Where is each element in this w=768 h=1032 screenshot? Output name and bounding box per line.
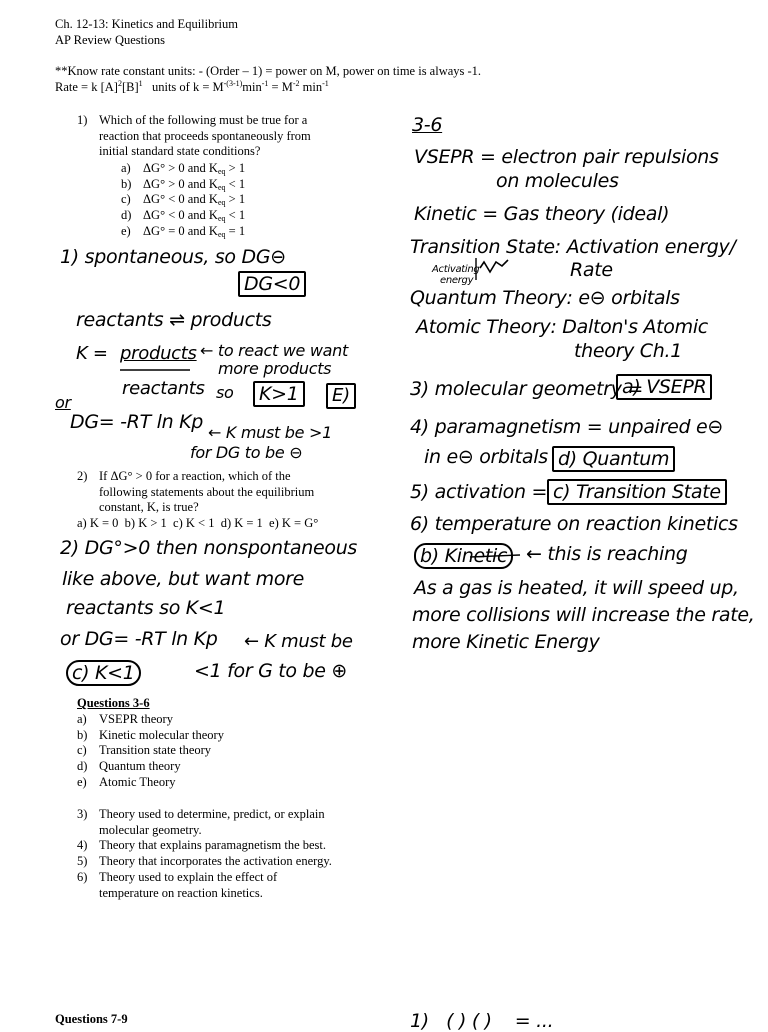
handwritten-energy: energy [440, 275, 474, 286]
handwritten-answer-4-box: d) Quantum [552, 446, 675, 472]
rate-units-min2: min [299, 80, 323, 94]
choice-text: Atomic Theory [99, 774, 176, 789]
question-text: If ΔG° > 0 for a reaction, which of the [99, 469, 291, 483]
handwritten-bottom-partial: 1) ( ) ( ) = ... [410, 1010, 554, 1032]
question-text: reaction that proceeds spontaneously from [99, 128, 311, 143]
option-sub: eq [217, 229, 226, 239]
rate-units-eq: = M [268, 80, 293, 94]
handwritten-q1-k-so: so [216, 383, 234, 402]
handwritten-answer-6-box: b) Kinetic [414, 543, 513, 569]
option-text: ΔG° < 0 and K [143, 192, 218, 207]
rate-law-prefix: Rate = k [A] [55, 80, 118, 94]
question-2 [77, 469, 314, 516]
handwritten-transition-2: Rate [570, 259, 613, 281]
question-1 [77, 113, 311, 160]
choice-text: Transition state theory [99, 743, 212, 758]
question-text: constant, K, is true? [99, 500, 199, 515]
document-title: Ch. 12-13: Kinetics and Equilibrium [55, 17, 238, 31]
handwritten-q2-line5: <1 for G to be ⊕ [194, 660, 347, 682]
question-number: 2) [77, 469, 88, 483]
choice-label: c) [77, 743, 87, 758]
choice-c [77, 743, 224, 759]
handwritten-vsepr-1: VSEPR = electron pair repulsions [414, 146, 719, 168]
rate-exp-b: 1 [138, 79, 143, 88]
option-text: < 1 [225, 176, 246, 191]
option-label: e) [121, 223, 131, 238]
handwritten-answer-4b: in e⊖ orbitals [424, 446, 548, 468]
handwritten-atomic-2: theory Ch.1 [574, 340, 683, 362]
rate-law-mid: [B] [121, 80, 139, 94]
choice-b [77, 728, 224, 744]
section-title-7-9: Questions 7-9 [55, 1012, 128, 1026]
option-text: > 1 [225, 192, 246, 207]
handwritten-atomic-1: Atomic Theory: Dalton's Atomic [416, 316, 708, 338]
handwritten-answer-5-box: c) Transition State [547, 479, 727, 505]
choice-d [77, 759, 224, 775]
handwritten-transition-1: Transition State: Activation energy/ [410, 236, 736, 258]
option-text: ΔG° = 0 and K [143, 223, 218, 238]
handwritten-q2-box-answer: c) K<1 [66, 660, 141, 686]
option-text: ΔG° < 0 and K [143, 208, 218, 223]
choice-text: VSEPR theory [99, 712, 173, 726]
handwritten-q2-line4: or DG= -RT ln Kp [60, 628, 218, 650]
choice-e [77, 775, 224, 791]
rate-law-line [55, 80, 329, 96]
handwritten-q2-line1: 2) DG°>0 then nonspontaneous [60, 537, 358, 559]
option-sub: eq [217, 182, 226, 192]
energy-curve-sketch [480, 260, 508, 272]
option-text: ΔG° > 0 and K [143, 176, 218, 191]
option-d [121, 208, 245, 224]
handwritten-q1-k-for: for DG to be ⊖ [190, 443, 303, 462]
option-sub: eq [217, 214, 226, 224]
choice-label: d) [77, 759, 88, 774]
choice-a [77, 712, 224, 728]
document-subtitle: AP Review Questions [55, 33, 165, 47]
question-text: following statements about the equilibrium [99, 484, 315, 499]
handwritten-q2-line2: like above, but want more [62, 568, 305, 590]
rate-units-exp1: -(3-1) [223, 79, 243, 88]
question-1-options [121, 161, 245, 240]
question-text: temperature on reaction kinetics. [99, 885, 263, 900]
handwritten-q2-k-must: ← K must be [244, 631, 353, 652]
handwritten-answer-5: 5) activation = [410, 481, 548, 503]
option-c [121, 192, 245, 208]
choice-label: b) [77, 727, 88, 742]
option-text: ΔG° > 0 and K [143, 161, 218, 175]
option-sub: eq [217, 167, 226, 176]
rate-exp-a: 2 [117, 79, 122, 88]
question-number: 4) [77, 838, 88, 853]
rate-units-min1: min [242, 80, 262, 94]
handwritten-q1-k-more: more products [218, 359, 332, 378]
question-5 [77, 854, 332, 870]
handwritten-answer-3-box: a) VSEPR [616, 374, 712, 400]
handwritten-gas-3: more Kinetic Energy [412, 631, 600, 653]
choices-3-6 [77, 712, 224, 791]
question-text: initial standard state conditions? [99, 144, 261, 159]
handwritten-q1-k-reactants: reactants [122, 378, 205, 399]
handwritten-activating: Activating [432, 264, 480, 275]
handwritten-vsepr-2: on molecules [496, 170, 619, 192]
handwritten-answer-4: 4) paramagnetism = unpaired e⊖ [410, 416, 724, 438]
handwritten-q1-k-products: products [120, 343, 197, 364]
rate-units-exp4: -1 [322, 79, 329, 88]
option-label: c) [121, 192, 131, 207]
option-a [121, 161, 245, 177]
handwritten-q2-line3: reactants so K<1 [66, 597, 226, 619]
handwritten-section-3-6: 3-6 [412, 114, 443, 136]
option-text: > 1 [225, 161, 246, 175]
handwritten-q1-box-dg: DG<0 [238, 271, 306, 297]
question-number: 1) [77, 113, 88, 127]
option-b [121, 177, 245, 193]
choice-label: a) [77, 712, 87, 726]
handwritten-kinetic: Kinetic = Gas theory (ideal) [414, 203, 670, 225]
handwritten-q1-k-must: ← K must be >1 [208, 423, 332, 442]
question-text: Theory that explains paramagnetism the best. [99, 838, 327, 853]
handwritten-gas-1: As a gas is heated, it will speed up, [414, 577, 739, 599]
question-3 [77, 807, 332, 823]
question-6 [77, 870, 332, 886]
handwritten-q1-box-k: K>1 [253, 381, 305, 407]
rate-units-label: units of k = M [142, 80, 224, 94]
option-text: = 1 [225, 223, 246, 238]
choice-label: e) [77, 774, 87, 789]
rate-units-exp3: -2 [292, 79, 300, 88]
option-label: a) [121, 161, 131, 175]
option-e [121, 224, 245, 240]
questions-3-6 [77, 807, 332, 901]
handwritten-answer-6: 6) temperature on reaction kinetics [410, 513, 738, 535]
handwritten-q1-k-prefix: K = [76, 343, 108, 364]
handwritten-gas-2: more collisions will increase the rate, [412, 604, 755, 626]
question-number: 3) [77, 807, 88, 821]
question-text: Which of the following must be true for a [99, 113, 308, 127]
question-text: Theory used to determine, predict, or explain [99, 807, 325, 821]
handwritten-q1-line1: 1) spontaneous, so DG⊖ [60, 246, 286, 268]
option-sub: eq [217, 198, 226, 208]
question-text: Theory that incorporates the activation energy. [99, 854, 332, 869]
choice-text: Quantum theory [99, 759, 181, 774]
handwritten-q1-box-answer: E) [326, 383, 356, 409]
handwritten-q1-or: or [55, 393, 71, 412]
question-4 [77, 838, 332, 854]
option-label: b) [121, 176, 132, 191]
option-text: < 1 [225, 208, 246, 223]
option-label: d) [121, 208, 132, 223]
choice-text: Kinetic molecular theory [99, 727, 224, 742]
handwritten-q1-dg-eq: DG= -RT ln Kp [70, 411, 203, 433]
handwritten-answer-3: 3) molecular geometry = [410, 378, 644, 400]
rate-units-exp2: -1 [261, 79, 269, 88]
section-title-3-6: Questions 3-6 [77, 696, 150, 710]
handwritten-quantum: Quantum Theory: e⊖ orbitals [410, 287, 680, 309]
question-text: Theory used to explain the effect of [99, 869, 278, 884]
question-number: 5) [77, 854, 88, 869]
question-2-answers: a) K = 0 b) K > 1 c) K < 1 d) K = 1 e) K = G° [77, 516, 319, 530]
question-text: molecular geometry. [99, 822, 202, 837]
handwritten-q1-reaction: reactants ⇌ products [76, 309, 272, 331]
handwritten-answer-6-arrow: ← this is reaching [526, 543, 688, 565]
question-number: 6) [77, 869, 88, 884]
handwritten-q1-k-arrow: ← to react we want [200, 341, 348, 360]
rate-units-note: **Know rate constant units: - (Order – 1) = power on M, power on time is always -1. [55, 64, 482, 78]
